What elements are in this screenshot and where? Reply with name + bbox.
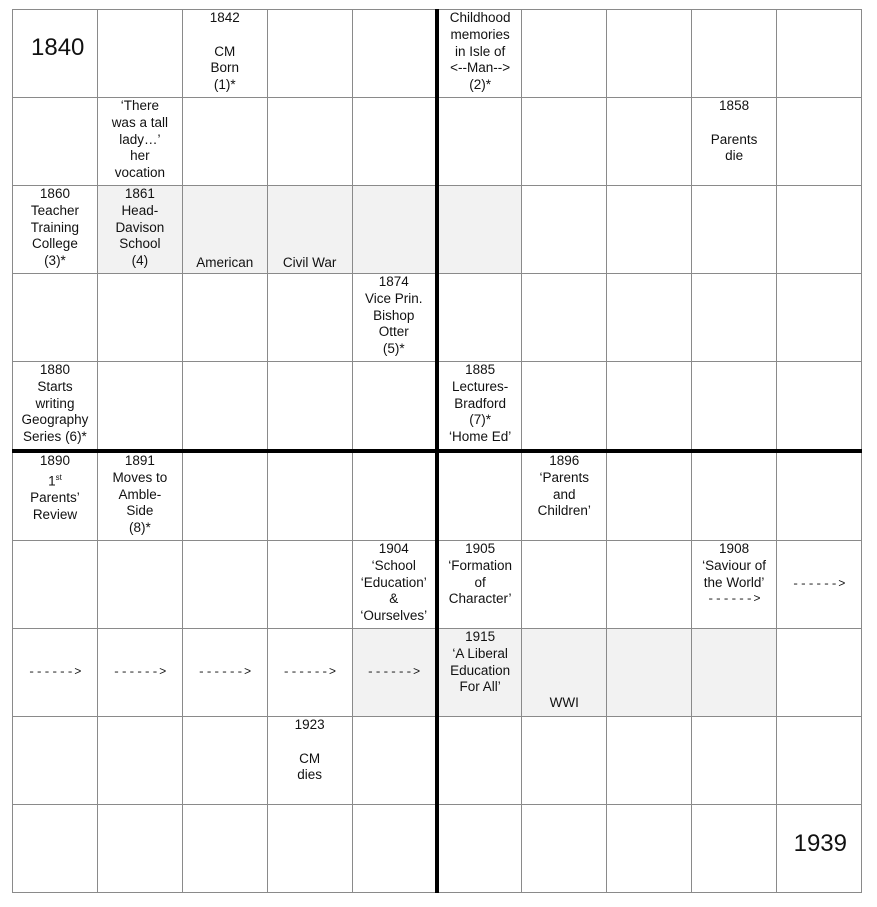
- row-1850s: [13, 98, 862, 186]
- cell-1897: [607, 451, 692, 541]
- event-school-education: 1904 ‘School ‘Education’ & ‘Ourselves’: [360, 541, 428, 624]
- cell-1850: [13, 98, 98, 186]
- row-1930s: [13, 805, 862, 893]
- parents-review-suffix: st: [55, 472, 62, 482]
- cell-1889: [777, 362, 862, 452]
- cell-1921: [97, 717, 182, 805]
- arrow-1909: ------>: [792, 577, 846, 592]
- cell-1879: [777, 274, 862, 362]
- row-1860s: [13, 186, 862, 274]
- cell-1929: [777, 717, 862, 805]
- cell-1918: [692, 629, 777, 717]
- cell-1925: [437, 717, 522, 805]
- cell-1892: [182, 451, 267, 541]
- event-childhood-memories: Childhood memories in Isle of <--Man--> (2)*: [449, 10, 511, 93]
- row-1840s: [13, 10, 862, 98]
- cell-1883: [267, 362, 352, 452]
- cell-1881: [97, 362, 182, 452]
- event-cm-born: 1842 CM Born (1)*: [209, 10, 240, 93]
- cell-1902: [182, 541, 267, 629]
- cell-1888: [692, 362, 777, 452]
- event-wwi: WWI: [549, 695, 579, 711]
- cell-1845: [437, 10, 522, 98]
- row-1900s: [13, 541, 862, 629]
- cell-1930: [13, 805, 98, 893]
- cell-1859: [777, 98, 862, 186]
- cell-1908: [692, 541, 777, 629]
- row-1870s: [13, 274, 862, 362]
- cell-1873: [267, 274, 352, 362]
- arrow-1912: ------>: [197, 665, 252, 680]
- cell-1865: [437, 186, 522, 274]
- cell-1868: [692, 186, 777, 274]
- cell-1851: [97, 98, 182, 186]
- cell-1847: [607, 10, 692, 98]
- cell-1880: [13, 362, 98, 452]
- parents-review-text: Parents’ Review: [30, 490, 80, 522]
- cell-1910: [13, 629, 98, 717]
- row-1880s: [13, 362, 862, 452]
- cell-1924: [352, 717, 437, 805]
- cell-1846: [522, 10, 607, 98]
- cell-1849: [777, 10, 862, 98]
- cell-1874: [352, 274, 437, 362]
- cell-1857: [607, 98, 692, 186]
- cell-1923: [267, 717, 352, 805]
- cell-1919: [777, 629, 862, 717]
- cell-1870: [13, 274, 98, 362]
- cell-1844: [352, 10, 437, 98]
- event-lectures-bradford: 1885 Lectures- Bradford (7)* ‘Home Ed’: [449, 362, 512, 445]
- event-cm-dies: 1923 CM dies: [294, 717, 325, 783]
- cell-1939: [777, 805, 862, 893]
- arrow-1908: ------>: [707, 592, 762, 607]
- cell-1894: [352, 451, 437, 541]
- end-year-label: 1939: [793, 830, 847, 857]
- cell-1922: [182, 717, 267, 805]
- event-parents-die: 1858 Parents die: [710, 98, 758, 164]
- arrow-1913: ------>: [282, 665, 337, 680]
- cell-1856: [522, 98, 607, 186]
- cell-1912: [182, 629, 267, 717]
- cell-1907: [607, 541, 692, 629]
- row-1890s: [13, 451, 862, 541]
- cell-1860: [13, 186, 98, 274]
- event-teacher-training: 1860 Teacher Training College (3)*: [30, 186, 80, 269]
- cell-1886: [522, 362, 607, 452]
- event-moves-ambleside: 1891 Moves to Amble- Side (8)*: [112, 453, 168, 536]
- event-head-davison: 1861 Head- Davison School (4): [115, 186, 165, 269]
- arrow-1911: ------>: [112, 665, 167, 680]
- cell-1900: [13, 541, 98, 629]
- cell-1848: [692, 10, 777, 98]
- cell-1936: [522, 805, 607, 893]
- cell-1932: [182, 805, 267, 893]
- cell-1852: [182, 98, 267, 186]
- cell-1893: [267, 451, 352, 541]
- cell-1938: [692, 805, 777, 893]
- cell-1896: [522, 451, 607, 541]
- event-geography-series: 1880 Starts writing Geography Series (6)*: [21, 362, 89, 445]
- cell-1864: [352, 186, 437, 274]
- cell-1862: [182, 186, 267, 274]
- event-tall-lady: ‘There was a tall lady…’ her vocation: [111, 98, 168, 181]
- event-parents-review: [13, 453, 97, 524]
- cell-1904: [352, 541, 437, 629]
- event-liberal-education: 1915 ‘A Liberal Education For All’: [450, 629, 511, 695]
- cell-1917: [607, 629, 692, 717]
- cell-1905: [437, 541, 522, 629]
- cell-1842: [182, 10, 267, 98]
- cell-1928: [692, 717, 777, 805]
- cell-1876: [522, 274, 607, 362]
- cell-1914: [352, 629, 437, 717]
- cell-1898: [692, 451, 777, 541]
- cell-1866: [522, 186, 607, 274]
- parents-review-ordinal: 1: [48, 473, 56, 489]
- cell-1935: [437, 805, 522, 893]
- cell-1891: [97, 451, 182, 541]
- cell-1853: [267, 98, 352, 186]
- cell-1906: [522, 541, 607, 629]
- cell-1872: [182, 274, 267, 362]
- arrow-1910: ------>: [27, 665, 82, 680]
- cell-1858: [692, 98, 777, 186]
- cell-1840: [13, 10, 98, 98]
- cell-1875: [437, 274, 522, 362]
- cell-1903: [267, 541, 352, 629]
- cell-1920: [13, 717, 98, 805]
- event-civil-war: Civil War: [282, 255, 337, 271]
- cell-1909: [777, 541, 862, 629]
- cell-1915: [437, 629, 522, 717]
- timeline-grid: [12, 9, 862, 893]
- cell-1869: [777, 186, 862, 274]
- cell-1901: [97, 541, 182, 629]
- cell-1890: [13, 451, 98, 541]
- cell-1895: [437, 451, 522, 541]
- cell-1882: [182, 362, 267, 452]
- cell-1867: [607, 186, 692, 274]
- cell-1887: [607, 362, 692, 452]
- cell-1877: [607, 274, 692, 362]
- event-vice-principal: 1874 Vice Prin. Bishop Otter (5)*: [364, 274, 423, 357]
- arrow-1914: ------>: [366, 665, 421, 680]
- cell-1861: [97, 186, 182, 274]
- cell-1927: [607, 717, 692, 805]
- cell-1934: [352, 805, 437, 893]
- row-1910s: [13, 629, 862, 717]
- cell-1933: [267, 805, 352, 893]
- cell-1911: [97, 629, 182, 717]
- start-year-label: 1840: [31, 34, 85, 61]
- event-saviour-world: 1908 ‘Saviour of the World’: [702, 541, 766, 590]
- row-1920s: [13, 717, 862, 805]
- cell-1931: [97, 805, 182, 893]
- cell-1885: [437, 362, 522, 452]
- parents-review-year: 1890: [39, 453, 70, 468]
- cell-1841: [97, 10, 182, 98]
- event-american: American: [196, 255, 254, 271]
- cell-1899: [777, 451, 862, 541]
- cell-1937: [607, 805, 692, 893]
- cell-1878: [692, 274, 777, 362]
- cell-1913: [267, 629, 352, 717]
- cell-1854: [352, 98, 437, 186]
- cell-1843: [267, 10, 352, 98]
- cell-1916: [522, 629, 607, 717]
- event-formation-character: 1905 ‘Formation of Character’: [448, 541, 513, 607]
- cell-1926: [522, 717, 607, 805]
- cell-1871: [97, 274, 182, 362]
- event-parents-children: 1896 ‘Parents and Children’: [537, 453, 591, 519]
- cell-1884: [352, 362, 437, 452]
- cell-1855: [437, 98, 522, 186]
- cell-1863: [267, 186, 352, 274]
